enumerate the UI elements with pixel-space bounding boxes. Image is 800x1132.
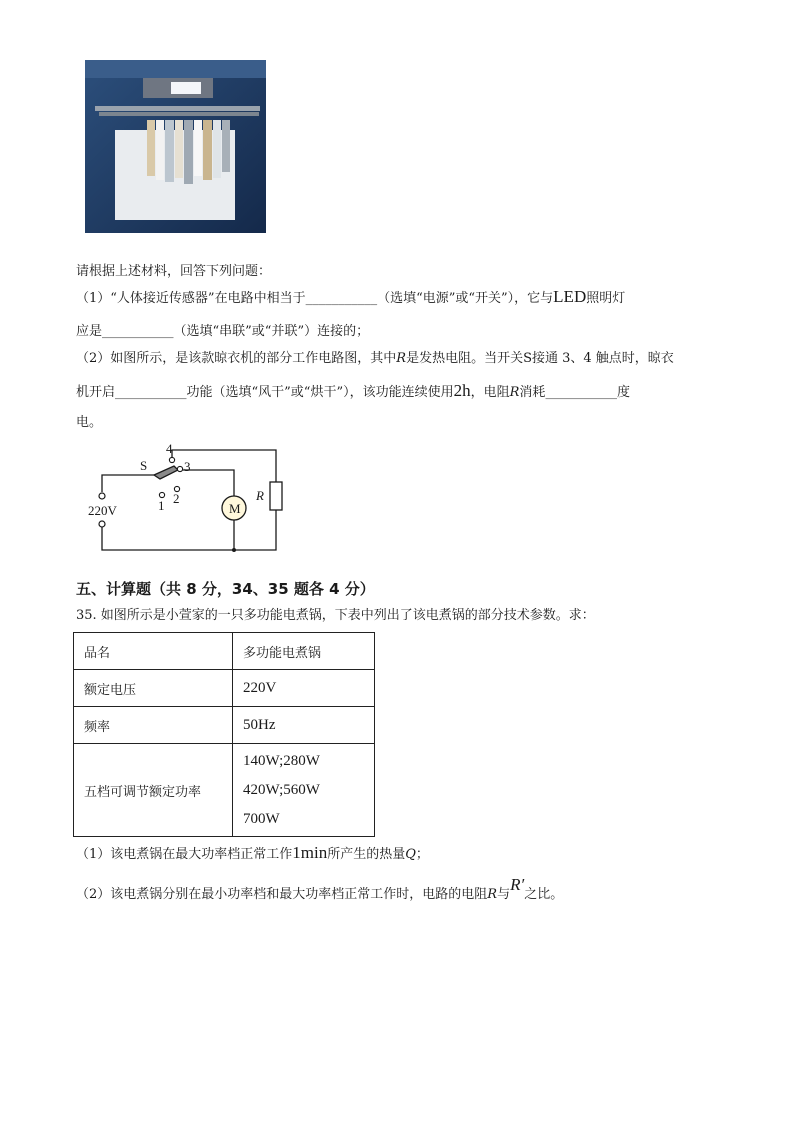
question-35-2 <box>76 875 564 905</box>
question-2-line-2 <box>76 381 630 403</box>
q35-2-r-prime: R′ <box>510 875 525 894</box>
q2-text-b: 是发热电阻。当开关 <box>406 351 524 366</box>
q2-text-c: 接通 3、4 触点时，晾衣 <box>532 351 674 366</box>
table-row <box>74 707 375 744</box>
q2-blank-2: ___________ <box>545 385 617 400</box>
q1-blank-1: ___________ <box>305 291 378 306</box>
q35-1-text-a: （1）该电煮锅在最大功率档正常工作 <box>76 847 293 862</box>
q1-led: LED <box>553 287 587 306</box>
table-cell-power-values <box>233 744 375 837</box>
q1-blank-2: ___________ <box>102 324 174 339</box>
q1-text-b: （选填“电源”或“开关”），它与 <box>377 291 554 306</box>
contact-label-2: 2 <box>173 491 180 506</box>
q2-text-e: 功能（选填“风干”或“烘干”），该功能连续使用 <box>186 385 454 400</box>
q1-text-a: （1）“人体接近传感器”在电路中相当于 <box>76 291 306 306</box>
table-cell-key: 频率 <box>74 707 233 744</box>
q35-1-text-c: ； <box>415 847 429 862</box>
circuit-diagram <box>84 440 294 562</box>
q35-2-text-c: 之比。 <box>524 887 564 902</box>
contact-label-3: 3 <box>184 459 191 474</box>
table-row <box>74 633 375 670</box>
question-1-line-1 <box>76 287 625 309</box>
q35-1-q: Q <box>405 847 416 862</box>
question-2-line-3: 电。 <box>76 415 103 430</box>
q2-time: 2h <box>453 381 471 400</box>
table-cell-value: 220V <box>233 670 375 707</box>
question-intro: 请根据上述材料，回答下列问题： <box>76 264 272 279</box>
parameter-table <box>73 632 375 837</box>
motor-label: M <box>229 501 241 516</box>
table-cell-key: 品名 <box>74 633 233 670</box>
table-row <box>74 744 375 837</box>
table-cell-key: 额定电压 <box>74 670 233 707</box>
q2-r2: R <box>509 385 520 400</box>
contact-label-1: 1 <box>158 498 165 513</box>
table-cell-key: 五档可调节额定功率 <box>74 744 233 837</box>
contact-label-4: 4 <box>166 441 173 456</box>
q2-text-d: 机开启 <box>76 385 116 400</box>
clothes-dryer-photo <box>85 60 266 233</box>
table-cell-value: 多功能电煮锅 <box>233 633 375 670</box>
q2-blank-1: ___________ <box>115 385 187 400</box>
table-row <box>74 670 375 707</box>
question-35-stem: 35. 如图所示是小萱家的一只多功能电煮锅，下表中列出了该电煮锅的部分技术参数。求： <box>76 608 595 623</box>
question-35-1 <box>76 843 429 865</box>
voltage-label: 220V <box>88 503 117 518</box>
section-heading: 五、计算题（共 8 分，34、35 题各 4 分） <box>76 580 375 598</box>
q1-text-d: 应是 <box>76 324 103 339</box>
question-1-line-2 <box>76 322 369 342</box>
q35-2-text-b: 与 <box>497 887 511 902</box>
q2-r: R <box>396 351 407 366</box>
power-value: 140W;280W <box>243 752 320 769</box>
q2-text-f: ，电阻 <box>470 385 510 400</box>
q2-text-g: 消耗 <box>519 385 546 400</box>
power-value: 700W <box>243 810 280 827</box>
q2-s: S <box>523 351 532 366</box>
q35-1-text-b: 所产生的热量 <box>327 847 406 862</box>
q35-1-time: 1min <box>292 843 328 862</box>
table-cell-value: 50Hz <box>233 707 375 744</box>
q1-text-e: （选填“串联”或“并联”）连接的； <box>173 324 370 339</box>
q2-text-h: 度 <box>616 385 630 400</box>
power-value: 420W;560W <box>243 781 320 798</box>
q1-text-c: 照明灯 <box>586 291 626 306</box>
q2-text-a: （2）如图所示，是该款晾衣机的部分工作电路图，其中 <box>76 351 397 366</box>
q35-2-text-a: （2）该电煮锅分别在最小功率档和最大功率档正常工作时，电路的电阻 <box>76 887 488 902</box>
q35-2-r: R <box>487 887 498 902</box>
question-2-line-1 <box>76 349 674 369</box>
switch-label-s: S <box>140 458 148 473</box>
resistor-label: R <box>256 488 264 503</box>
